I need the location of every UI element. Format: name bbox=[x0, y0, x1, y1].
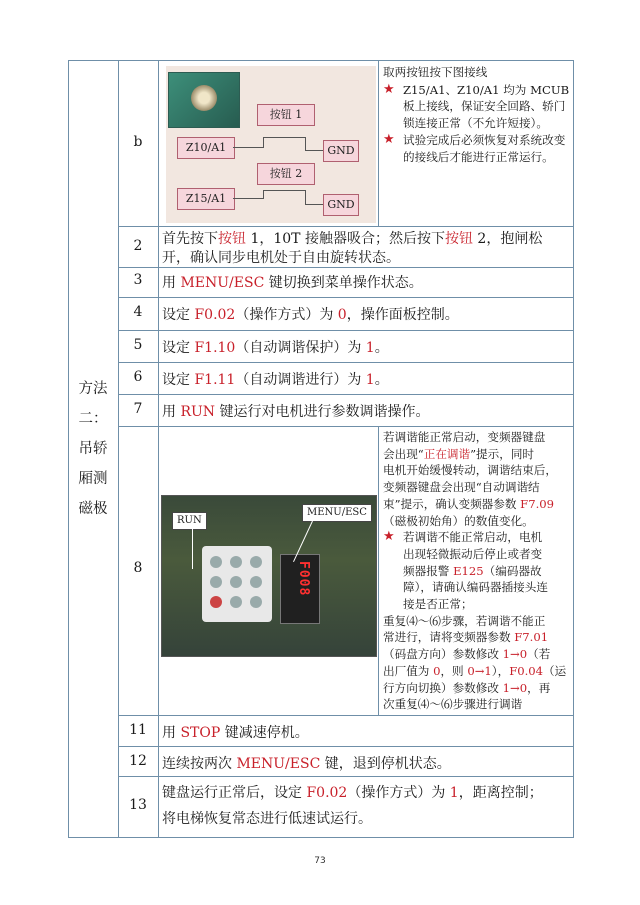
led-display bbox=[280, 554, 320, 624]
text-block bbox=[383, 429, 573, 529]
z10-box: Z10/A1 bbox=[177, 137, 235, 159]
highlight-text: 1 bbox=[365, 372, 375, 388]
highlight-text: MENU/ESC bbox=[180, 275, 265, 291]
text-run: 障），请确认编码器插接头连 bbox=[403, 580, 548, 595]
divider bbox=[118, 297, 574, 298]
wire bbox=[233, 198, 263, 199]
note-text: 试验完成后必须恢复对系统改变的接线后才能进行正常运行。 bbox=[403, 132, 566, 164]
text-run: 出厂值为 bbox=[383, 663, 434, 678]
step-text bbox=[162, 780, 570, 832]
text-run: 常进行，请将变频器参数 bbox=[383, 630, 515, 645]
text-line bbox=[383, 513, 573, 530]
step-text bbox=[162, 337, 389, 357]
highlight-text: E125 bbox=[453, 563, 484, 578]
divider bbox=[118, 362, 574, 363]
text-run: 出现轻微振动后停止或者变 bbox=[403, 546, 543, 561]
highlight-text: 0 bbox=[337, 307, 347, 323]
highlight-text: 0 bbox=[433, 663, 441, 678]
text-run: 会出现“ bbox=[383, 446, 424, 461]
highlight-text: F1.10 bbox=[194, 340, 236, 356]
text-line bbox=[403, 546, 548, 563]
highlight-text: 按钮 bbox=[444, 231, 473, 247]
highlight-text: 0→1 bbox=[467, 663, 492, 678]
text-run: 重复⑷～⑹步骤，若调谐不能正 bbox=[383, 613, 546, 628]
star-icon: ★ bbox=[383, 529, 395, 545]
text-run: 束”提示，确认变频器参数 bbox=[383, 496, 521, 511]
text-run: 用 bbox=[162, 725, 181, 741]
step-text bbox=[162, 401, 430, 421]
step-number: 11 bbox=[129, 722, 147, 738]
divider bbox=[118, 426, 574, 427]
step-number: 13 bbox=[129, 797, 147, 813]
divider bbox=[378, 426, 379, 715]
key-icon bbox=[250, 576, 262, 588]
inverter-keypad-photo bbox=[161, 495, 377, 657]
step-number: 5 bbox=[133, 337, 143, 353]
text-run: （磁极初始角）的数值变化。 bbox=[383, 513, 534, 528]
text-line bbox=[403, 596, 548, 613]
step-text bbox=[162, 272, 423, 292]
step-text bbox=[162, 722, 309, 742]
text-run: ）， bbox=[491, 663, 510, 678]
wire bbox=[305, 190, 306, 204]
text-run: 2，抱闸松 bbox=[472, 231, 543, 247]
text-run: 变频器键盘会出现“自动调谐结 bbox=[383, 480, 540, 495]
display-readout: F008 bbox=[296, 561, 311, 597]
step-number: 12 bbox=[129, 753, 147, 769]
text-run: ”提示，同时 bbox=[470, 446, 535, 461]
key-icon bbox=[250, 596, 262, 608]
text-run: 接是否正常； bbox=[403, 597, 473, 612]
highlight-text: 1 bbox=[365, 340, 375, 356]
menu-label: MENU/ESC bbox=[302, 504, 372, 522]
highlight-text: 1→0 bbox=[502, 647, 528, 662]
wire bbox=[263, 137, 305, 138]
star-icon: ★ bbox=[383, 131, 395, 147]
page-number: 73 bbox=[314, 856, 326, 866]
text-line bbox=[383, 429, 573, 446]
text-run: （操作方式）为 bbox=[347, 785, 450, 801]
text-run: 行方向切换）参数修改 bbox=[383, 680, 503, 695]
text-run: （码盘方向）参数修改 bbox=[383, 647, 503, 662]
step-line bbox=[162, 230, 570, 249]
highlight-text: F1.11 bbox=[194, 372, 236, 388]
highlight-text: F7.01 bbox=[514, 630, 549, 645]
text-run: 若调谐能正常启动，变频器键盘 bbox=[383, 430, 546, 444]
text-run: 次重复⑷～⑹步骤进行调谐 bbox=[383, 697, 523, 712]
text-run: （自动调谐保护）为 bbox=[235, 340, 366, 356]
divider bbox=[378, 60, 379, 226]
method-line: 二： bbox=[78, 411, 108, 427]
highlight-text: 按钮 bbox=[218, 231, 246, 247]
divider bbox=[118, 715, 574, 716]
step-text bbox=[162, 304, 459, 324]
step-number: 3 bbox=[133, 272, 143, 288]
step-number: b bbox=[133, 134, 143, 150]
text-run: 键运行对电机进行参数调谐操作。 bbox=[215, 404, 430, 420]
text-line bbox=[383, 496, 573, 513]
text-line bbox=[403, 579, 548, 596]
wire bbox=[233, 147, 263, 148]
text-line bbox=[383, 646, 573, 663]
row-b-notes bbox=[383, 64, 571, 165]
step-line: 将电梯恢复常态进行低速试运行。 bbox=[162, 811, 372, 827]
button2-box: 按钮 2 bbox=[257, 163, 315, 185]
divider bbox=[158, 60, 159, 838]
method-line: 吊轿 bbox=[78, 441, 108, 457]
text-line bbox=[383, 446, 573, 463]
text-run: 若调谐不能正常启动，电机 bbox=[403, 530, 543, 545]
board-photo bbox=[168, 72, 240, 128]
divider bbox=[118, 776, 574, 777]
text-run: 用 bbox=[162, 404, 181, 420]
wire bbox=[263, 190, 305, 191]
text-run: 电机开始缓慢转动，调谐结束后， bbox=[383, 463, 557, 478]
key-icon bbox=[230, 596, 242, 608]
text-run: 。 bbox=[374, 340, 389, 356]
text-block bbox=[383, 613, 573, 713]
text-run: 键减速停机。 bbox=[220, 725, 309, 741]
button1-box: 按钮 1 bbox=[257, 104, 315, 126]
run-label: RUN bbox=[172, 512, 207, 530]
star-icon: ★ bbox=[383, 81, 395, 97]
text-line bbox=[383, 629, 573, 646]
text-line bbox=[383, 663, 573, 680]
step-text bbox=[162, 369, 389, 389]
text-run: 频器报警 bbox=[403, 563, 454, 578]
note-item bbox=[383, 529, 573, 613]
text-line bbox=[383, 462, 573, 479]
step-number: 4 bbox=[133, 304, 143, 320]
step-number: 7 bbox=[133, 401, 143, 417]
highlight-text: F0.02 bbox=[306, 785, 348, 801]
text-run: 1，10T 接触器吸合；然后按下 bbox=[246, 231, 445, 247]
text-run: 用 bbox=[162, 275, 181, 291]
highlight-text: 1 bbox=[449, 785, 459, 801]
notes-title: 取两按钮按下图接线 bbox=[383, 65, 488, 79]
highlight-text: 正在调谐 bbox=[423, 446, 471, 461]
gnd-box: GND bbox=[323, 194, 359, 216]
text-run: ，再 bbox=[527, 680, 551, 695]
step-line: 开，确认同步电机处于自由旋转状态。 bbox=[162, 250, 400, 266]
text-run: 首先按下 bbox=[162, 231, 218, 247]
key-icon bbox=[230, 556, 242, 568]
highlight-text: F0.02 bbox=[194, 307, 236, 323]
bolt-icon bbox=[191, 85, 217, 111]
note-item bbox=[383, 132, 571, 165]
method-line: 方法 bbox=[78, 381, 108, 397]
text-run: 设定 bbox=[162, 307, 195, 323]
divider bbox=[118, 746, 574, 747]
divider bbox=[118, 330, 574, 331]
text-line bbox=[383, 479, 573, 496]
highlight-text: RUN bbox=[180, 404, 216, 420]
note-text bbox=[403, 529, 548, 613]
text-line bbox=[383, 613, 573, 630]
text-run: （自动调谐进行）为 bbox=[235, 372, 366, 388]
text-line bbox=[403, 563, 548, 580]
divider bbox=[118, 394, 574, 395]
pointer-line bbox=[192, 529, 193, 569]
wire bbox=[305, 204, 323, 205]
z15-box: Z15/A1 bbox=[177, 188, 235, 210]
text-run: 键盘运行正常后，设定 bbox=[162, 785, 307, 801]
note-text: Z15/A1、Z10/A1 均为 MCUB 板上接线，保证安全回路、轿门锁连接正常（不允许短接）。 bbox=[403, 82, 570, 131]
row8-text bbox=[383, 429, 573, 713]
step-text bbox=[162, 753, 451, 773]
highlight-text: STOP bbox=[180, 725, 221, 741]
text-run: 键，退到停机状态。 bbox=[320, 756, 451, 772]
keypad bbox=[202, 546, 272, 622]
method-line: 厢测 bbox=[78, 471, 108, 487]
text-run: 设定 bbox=[162, 340, 195, 356]
key-icon bbox=[210, 556, 222, 568]
wire bbox=[263, 190, 264, 199]
gnd-box: GND bbox=[323, 140, 359, 162]
step-line bbox=[162, 780, 570, 806]
note-item bbox=[383, 82, 571, 132]
key-icon bbox=[230, 576, 242, 588]
key-icon bbox=[210, 576, 222, 588]
step-number: 2 bbox=[133, 238, 143, 254]
text-run: ，操作面板控制。 bbox=[346, 307, 459, 323]
text-run: （编码器故 bbox=[483, 563, 542, 578]
text-run: ，则 bbox=[440, 663, 468, 678]
text-line bbox=[383, 680, 573, 697]
text-line bbox=[383, 696, 573, 713]
highlight-text: MENU/ESC bbox=[236, 756, 321, 772]
method-line: 磁极 bbox=[78, 501, 108, 517]
key-icon bbox=[250, 556, 262, 568]
highlight-text: F7.09 bbox=[520, 496, 555, 511]
step-number: 6 bbox=[133, 369, 143, 385]
divider bbox=[118, 226, 574, 227]
text-run: 键切换到菜单操作状态。 bbox=[264, 275, 423, 291]
key-icon bbox=[210, 596, 222, 608]
text-run: 连续按两次 bbox=[162, 756, 237, 772]
step-text bbox=[162, 230, 570, 268]
step-number: 8 bbox=[133, 560, 143, 576]
text-run: （运 bbox=[543, 663, 567, 678]
highlight-text: F0.04 bbox=[509, 663, 544, 678]
text-line bbox=[403, 529, 548, 546]
text-run: 。 bbox=[374, 372, 389, 388]
text-run: 设定 bbox=[162, 372, 195, 388]
wire bbox=[305, 137, 306, 150]
text-run: （操作方式）为 bbox=[235, 307, 338, 323]
text-run: ，距离控制； bbox=[458, 785, 543, 801]
wire bbox=[305, 150, 323, 151]
highlight-text: 1→0 bbox=[502, 680, 528, 695]
wire bbox=[263, 137, 264, 148]
text-run: （若 bbox=[527, 647, 551, 662]
